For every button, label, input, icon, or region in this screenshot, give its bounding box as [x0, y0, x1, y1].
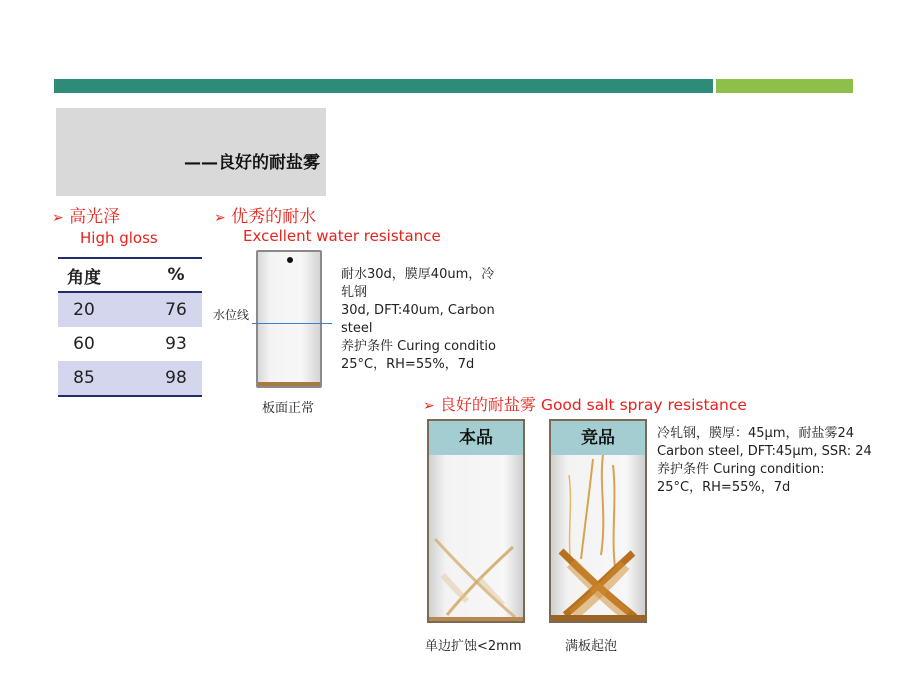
header-angle: 角度 — [67, 267, 101, 288]
salt-competitor-caption: 满板起泡 — [565, 639, 618, 654]
spec-line: 养护条件 Curing condition: — [657, 462, 825, 477]
gloss-heading-en: High gloss — [80, 229, 158, 247]
scribe-x-heavy-rust — [551, 455, 645, 621]
arrowhead-bullet-icon: ➢ — [214, 210, 226, 226]
cell-angle: 85 — [73, 368, 95, 388]
water-panel-caption: 板面正常 — [262, 401, 315, 416]
water-heading-text: 优秀的耐水 — [231, 207, 317, 227]
cell-gloss: 93 — [165, 334, 187, 354]
spec-line: 25°C，RH=55%，7d — [341, 357, 475, 372]
spec-line: 轧钢 — [341, 285, 368, 300]
arrowhead-bullet-icon: ➢ — [423, 398, 435, 414]
water-test-panel — [256, 250, 322, 388]
salt-spec — [657, 425, 901, 505]
salt-heading-en: Good salt spray resistance — [540, 396, 747, 414]
spec-line: steel — [341, 321, 373, 336]
gloss-table — [58, 257, 202, 397]
waterline-label: 水位线 — [213, 308, 250, 322]
title-box — [56, 108, 326, 196]
gloss-heading — [52, 202, 120, 227]
spec-line: 冷轧钢，膜厚：45μm，耐盐雾24 — [657, 426, 855, 441]
water-heading-en: Excellent water resistance — [243, 227, 441, 245]
table-row — [58, 293, 202, 327]
slide-title: ——良好的耐盐雾 — [184, 153, 320, 173]
salt-heading-text: 良好的耐盐雾 — [439, 395, 536, 414]
scribe-x-light-rust — [429, 455, 523, 621]
spec-line: 30d, DFT:40um, Carbon — [341, 303, 495, 318]
spec-line: 25°C，RH=55%，7d — [657, 480, 791, 495]
spec-line: 耐水30d，膜厚40um，冷 — [341, 267, 495, 282]
waterline — [252, 323, 332, 324]
cell-angle: 60 — [73, 334, 95, 354]
table-bottom-rule — [58, 395, 202, 397]
water-spec — [341, 266, 507, 376]
panel-hole — [287, 257, 293, 263]
arrowhead-bullet-icon: ➢ — [52, 210, 64, 226]
salt-ours-caption: 单边扩蚀<2mm — [425, 639, 522, 654]
spec-line: 养护条件 Curing conditio — [341, 339, 496, 354]
header-percent: % — [167, 265, 185, 285]
cell-gloss: 76 — [165, 300, 187, 320]
salt-panel-competitor — [549, 419, 647, 623]
cell-gloss: 98 — [165, 368, 187, 388]
salt-panel-ours — [427, 419, 525, 623]
salt-panel-ours-label: 本品 — [429, 421, 523, 455]
header-bar-teal — [54, 79, 713, 93]
water-heading — [214, 202, 316, 227]
salt-panel-competitor-label: 竞品 — [551, 421, 645, 455]
cell-angle: 20 — [73, 300, 95, 320]
gloss-heading-text: 高光泽 — [69, 207, 121, 227]
table-header-row — [58, 259, 202, 291]
table-row — [58, 327, 202, 361]
spec-line: Carbon steel, DFT:45μm, SSR: 24 — [657, 444, 872, 459]
panel-edge-rust — [258, 382, 320, 386]
salt-heading — [423, 392, 747, 415]
table-row — [58, 361, 202, 395]
header-bar-green — [716, 79, 853, 93]
